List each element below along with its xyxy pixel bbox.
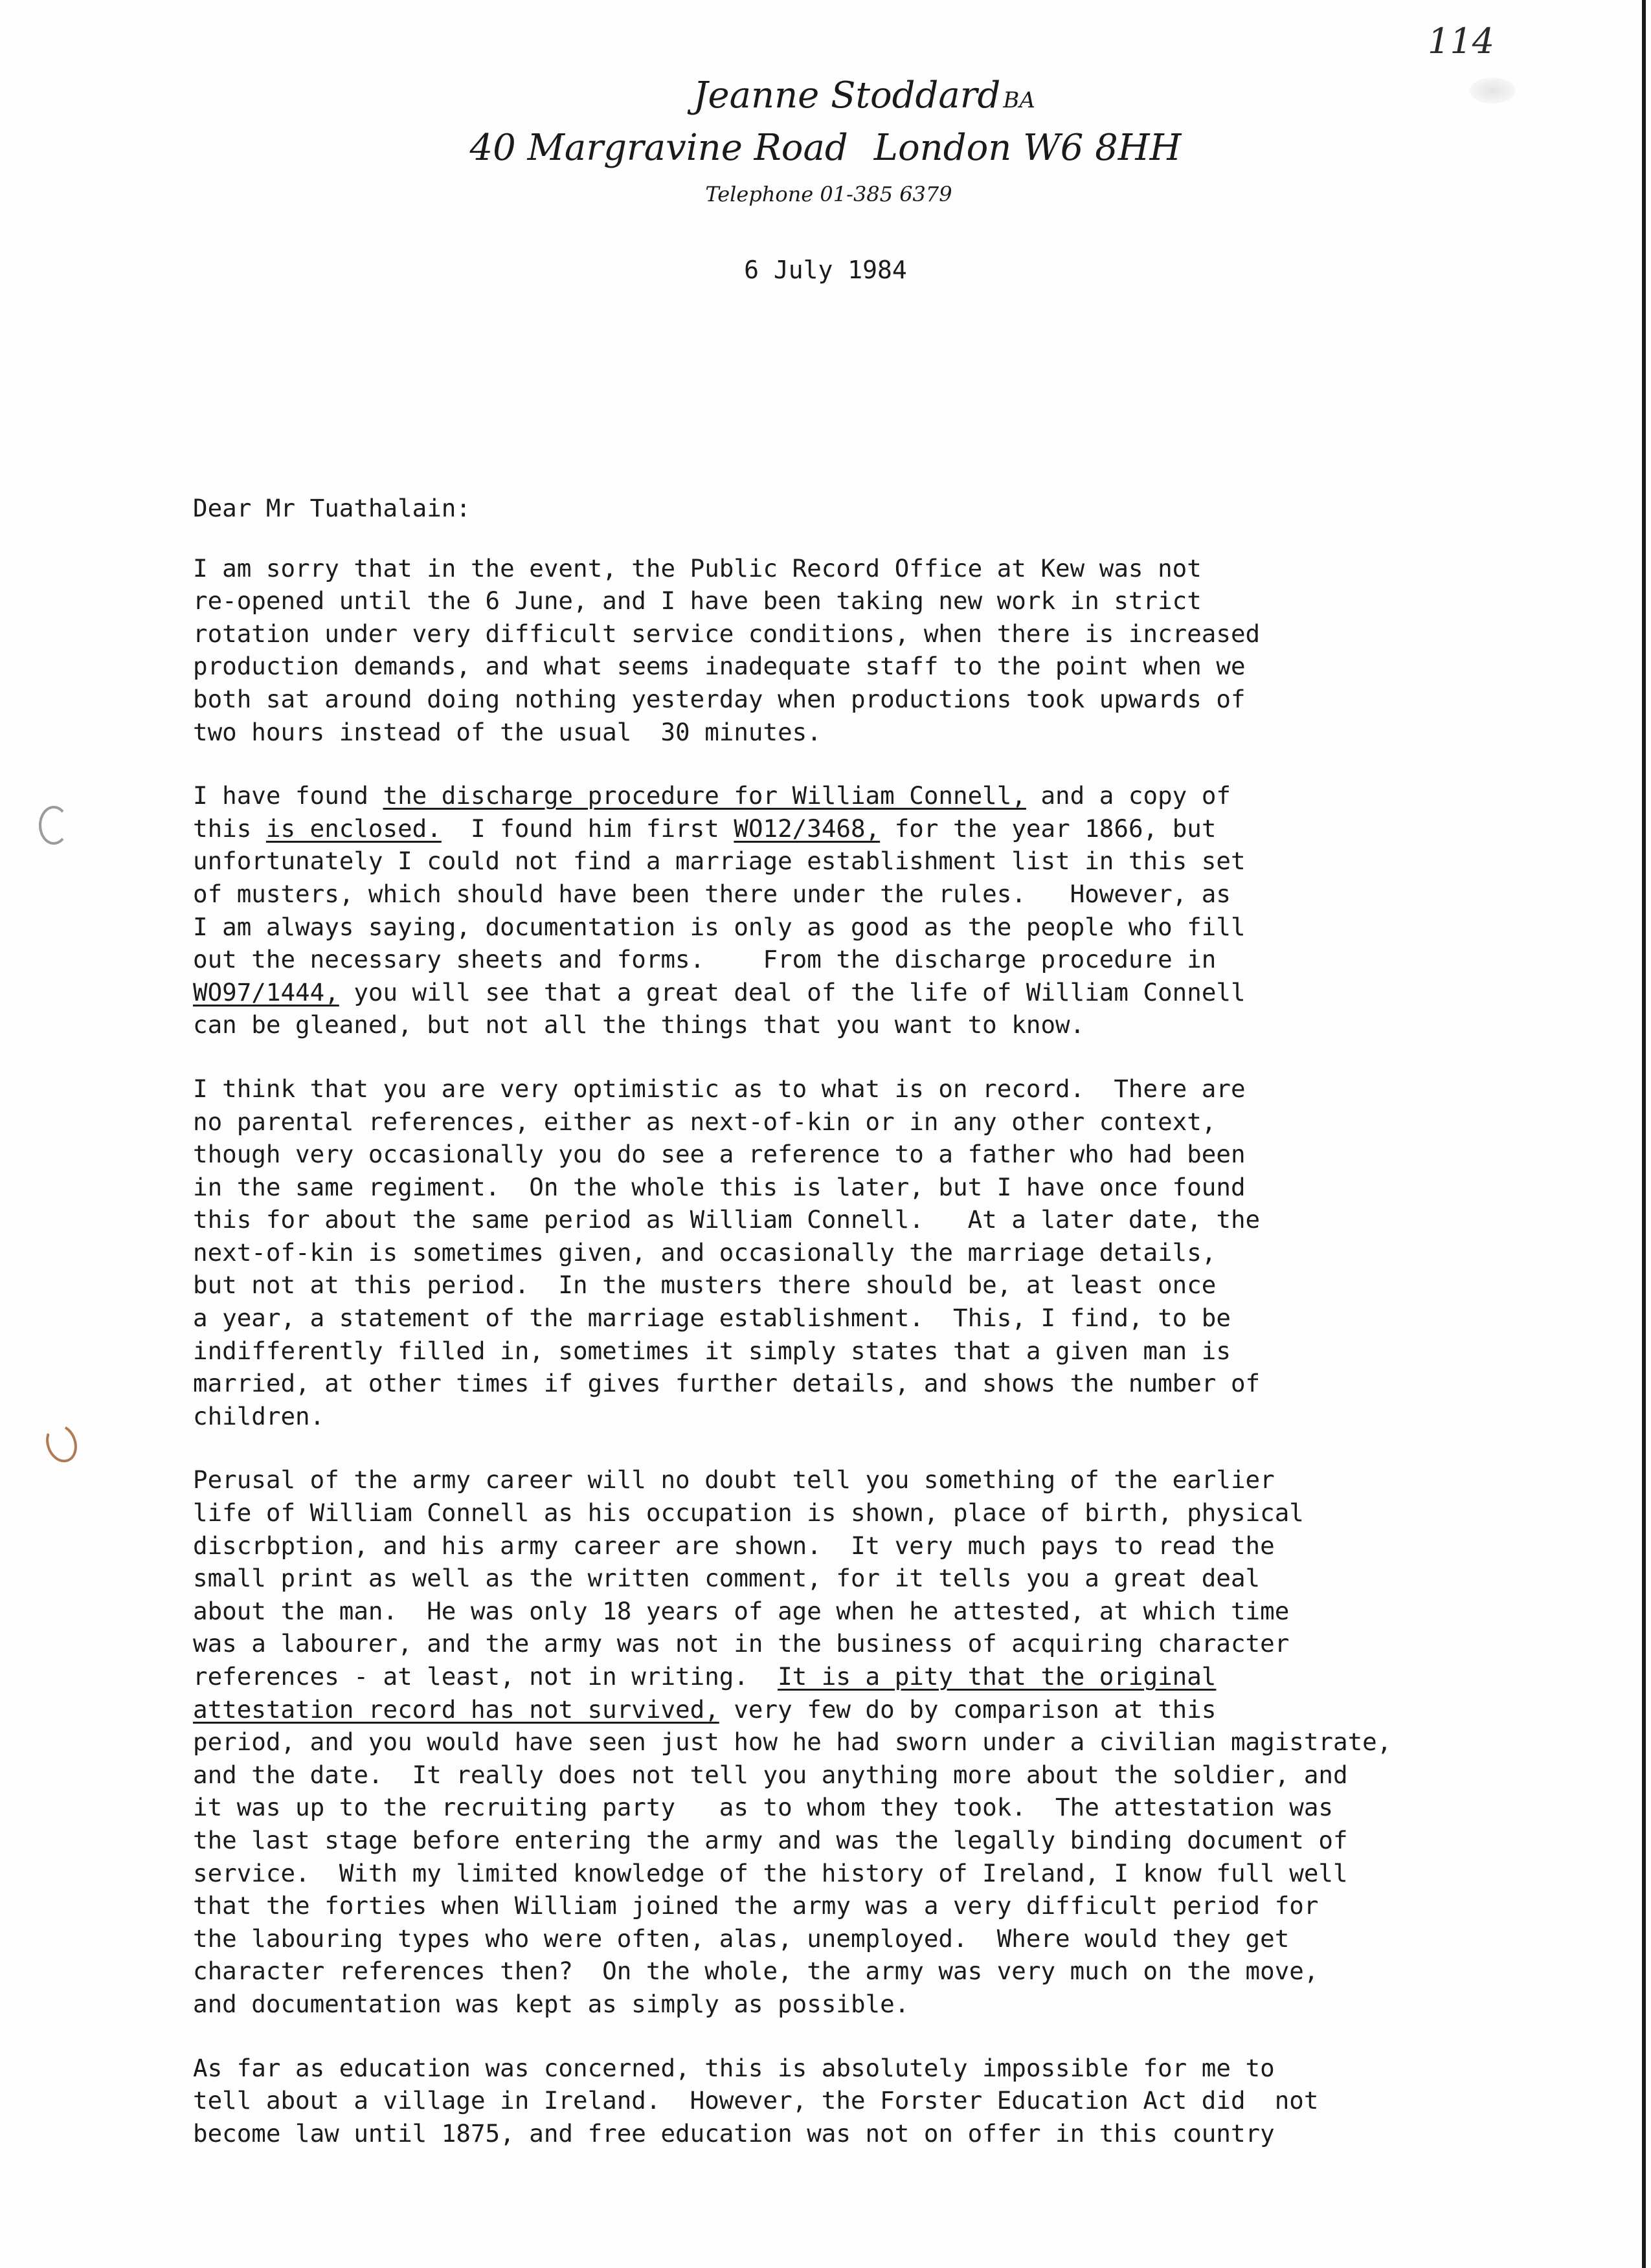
text-segment: I have found [193, 781, 383, 810]
text-line: Perusal of the army career will no doubt tell you something of the earlier [193, 1465, 1275, 1495]
text-segment: very few do by comparison at this [719, 1695, 1217, 1724]
text-line: can be gleaned, but not all the things that you want to know. [193, 1010, 1085, 1040]
text-line: discrbption, and his army career are shown. It very much pays to read the [193, 1531, 1275, 1560]
text-line: was a labourer, and the army was not in the business of acquiring character [193, 1629, 1290, 1658]
text-line: it was up to the recruiting party as to whom they took. The attestation was [193, 1793, 1333, 1822]
letterhead-telephone: Telephone 01-385 6379 [705, 182, 952, 206]
text-line: As far as education was concerned, this is absolutely impossible for me to [193, 2053, 1275, 2082]
text-line: out the necessary sheets and forms. From the discharge procedure in [193, 945, 1217, 974]
text-line: I am always saying, documentation is only as good as the people who fill [193, 912, 1246, 941]
text-line: but not at this period. In the musters there should be, at least once [193, 1271, 1217, 1300]
text-line: that the forties when William joined the army was a very difficult period for [193, 1891, 1319, 1920]
text-line [193, 1693, 1462, 1726]
margin-pencil-mark [39, 806, 69, 845]
text-line [193, 812, 1462, 845]
text-line: re-opened until the 6 June, and I have been taking new work in strict [193, 586, 1202, 616]
underlined-text: the discharge procedure for William Connell, [383, 781, 1026, 810]
text-line: indifferently filled in, sometimes it simply states that a given man is [193, 1336, 1231, 1365]
paragraph-3 [193, 1073, 1462, 1433]
text-segment: you will see that a great deal of the life of William Connell [339, 977, 1246, 1006]
letterhead-street: 40 Margravine Road [469, 127, 848, 169]
scan-edge-line [1642, 0, 1646, 2268]
letter-body [193, 492, 1462, 2181]
text-line: service. With my limited knowledge of the history of Ireland, I know full well [193, 1858, 1348, 1887]
text-line [193, 976, 1462, 1009]
text-line: rotation under very difficult service conditions, when there is increased [193, 619, 1261, 648]
text-line: of musters, which should have been there under the rules. However, as [193, 879, 1231, 908]
text-line: and documentation was kept as simply as possible. [193, 1989, 910, 2018]
text-line: and the date. It really does not tell you anything more about the soldier, and [193, 1760, 1348, 1789]
margin-ink-mark [41, 1420, 82, 1467]
text-line: children. [193, 1401, 325, 1430]
text-line: character references then? On the whole, the army was very much on the move, [193, 1957, 1319, 1986]
letterhead-address [0, 122, 1651, 175]
text-line: life of William Connell as his occupation is shown, place of birth, physical [193, 1498, 1304, 1528]
text-line: both sat around doing nothing yesterday when productions took upwards of [193, 684, 1246, 713]
text-segment: references - at least, not in writing. [193, 1662, 778, 1691]
letterhead [0, 74, 1651, 214]
text-line: no parental references, either as next-of-kin or in any other context, [193, 1107, 1217, 1136]
text-line: period, and you would have seen just how he had sworn under a civilian magistrate, [193, 1728, 1392, 1757]
underlined-reference: WO97/1444, [193, 977, 339, 1006]
text-line: become law until 1875, and free education was not on offer in this country [193, 2118, 1275, 2148]
text-line: the labouring types who were often, alas, unemployed. Where would they get [193, 1924, 1290, 1953]
underlined-text: is enclosed. [265, 814, 442, 843]
paragraph-1 [193, 552, 1462, 749]
text-segment: for the year 1866, but [880, 814, 1217, 843]
text-segment: I found him first [441, 814, 734, 843]
text-line [193, 1660, 1462, 1693]
paragraph-2 [193, 779, 1462, 1041]
paragraph-4 [193, 1463, 1462, 2020]
text-line: unfortunately I could not find a marriage establishment list in this set [193, 847, 1246, 876]
text-segment: and a copy of [1026, 781, 1231, 810]
letterhead-city: London W6 8HH [873, 127, 1182, 169]
text-line: married, at other times if gives further details, and shows the number of [193, 1369, 1261, 1398]
letterhead-name: Jeanne Stoddard [693, 74, 1001, 117]
text-line: a year, a statement of the marriage establishment. This, I find, to be [193, 1304, 1231, 1333]
letterhead-name-line [78, 74, 1651, 122]
salutation: Dear Mr Tuathalain: [193, 494, 471, 522]
underlined-text: It is a pity that the original [778, 1662, 1217, 1691]
text-line: next-of-kin is sometimes given, and occasionally the marriage details, [193, 1238, 1217, 1267]
text-line: in the same regiment. On the whole this is later, but I have once found [193, 1172, 1246, 1201]
text-line [193, 779, 1462, 812]
letterhead-degree: BA [1003, 87, 1035, 113]
paragraph-5 [193, 2052, 1462, 2150]
text-line: two hours instead of the usual 30 minutes. [193, 717, 822, 746]
text-line: I think that you are very optimistic as to what is on record. There are [193, 1074, 1246, 1103]
page-number: 114 [1428, 21, 1495, 61]
text-line: the last stage before entering the army and was the legally binding document of [193, 1825, 1348, 1854]
text-line: small print as well as the written comment, for it tells you a great deal [193, 1564, 1261, 1593]
letter-date: 6 July 1984 [744, 256, 907, 284]
underlined-reference: WO12/3468, [734, 814, 881, 843]
text-line: tell about a village in Ireland. However, the Forster Education Act did not [193, 2086, 1319, 2115]
text-segment: this [193, 814, 266, 843]
text-line: production demands, and what seems inadequate staff to the point when we [193, 652, 1246, 681]
underlined-text: attestation record has not survived, [193, 1695, 719, 1724]
text-line: this for about the same period as William Connell. At a later date, the [193, 1205, 1261, 1234]
text-line: though very occasionally you do see a reference to a father who had been [193, 1140, 1246, 1169]
text-line: about the man. He was only 18 years of age when he attested, at which time [193, 1596, 1290, 1625]
text-line: I am sorry that in the event, the Public Record Office at Kew was not [193, 553, 1202, 583]
